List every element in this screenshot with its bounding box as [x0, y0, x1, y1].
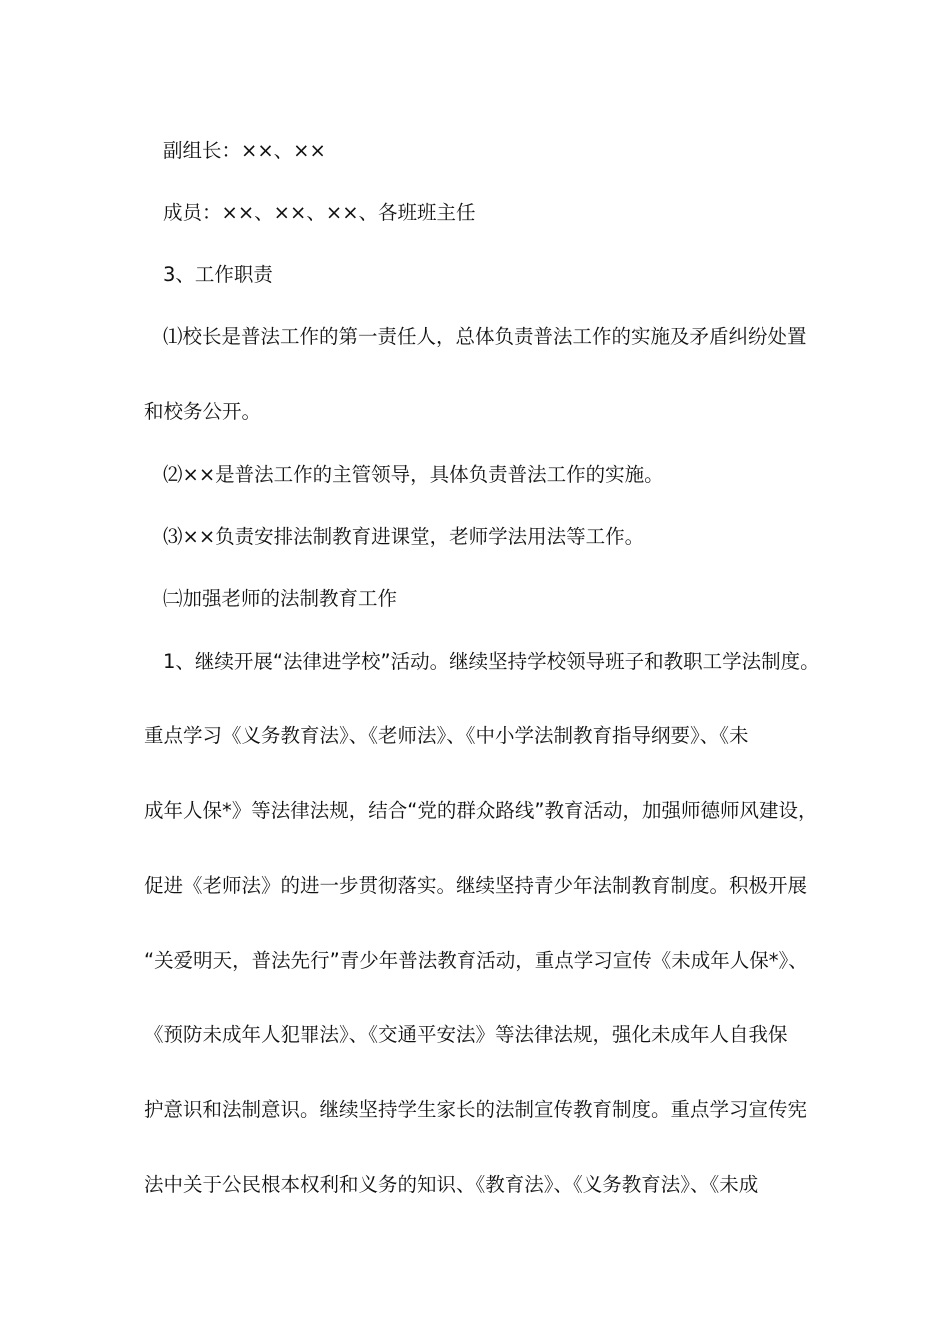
paragraph-line: 《预防未成年人犯罪法》、《交通平安法》等法律法规，强化未成年人自我保 — [144, 1023, 788, 1046]
text-line-duty-1-cont: 和校务公开。 — [144, 400, 262, 423]
paragraph-line: 护意识和法制意识。继续坚持学生家长的法制宣传教育制度。重点学习宣传宪 — [144, 1098, 808, 1121]
text-line-duty-3: ⑶××负责安排法制教育进课堂，老师学法用法等工作。 — [163, 525, 645, 548]
text-line-members: 成员：××、××、××、各班班主任 — [163, 201, 476, 224]
paragraph-line: 成年人保*》等法律法规，结合“党的群众路线”教育活动，加强师德师风建设， — [144, 799, 818, 822]
paragraph-line: “关爱明天，普法先行”青少年普法教育活动，重点学习宣传《未成年人保*》、 — [144, 949, 808, 972]
section-heading-teacher-education: ㈡加强老师的法制教育工作 — [163, 587, 398, 610]
paragraph-line: 1、继续开展“法律进学校”活动。继续坚持学校领导班子和教职工学法制度。 — [163, 650, 820, 673]
section-heading-duties: 3、工作职责 — [163, 263, 273, 286]
text-line-duty-2: ⑵××是普法工作的主管领导，具体负责普法工作的实施。 — [163, 463, 664, 486]
paragraph-line: 促进《老师法》的进一步贯彻落实。继续坚持青少年法制教育制度。积极开展 — [144, 874, 808, 897]
paragraph-line: 法中关于公民根本权利和义务的知识、《教育法》、《义务教育法》、《未成 — [144, 1173, 759, 1196]
paragraph-line: 重点学习《义务教育法》、《老师法》、《中小学法制教育指导纲要》、《未 — [144, 724, 749, 747]
text-line-duty-1: ⑴校长是普法工作的第一责任人，总体负责普法工作的实施及矛盾纠纷处置 — [163, 325, 807, 348]
text-line-deputy-leaders: 副组长：××、×× — [163, 139, 326, 162]
